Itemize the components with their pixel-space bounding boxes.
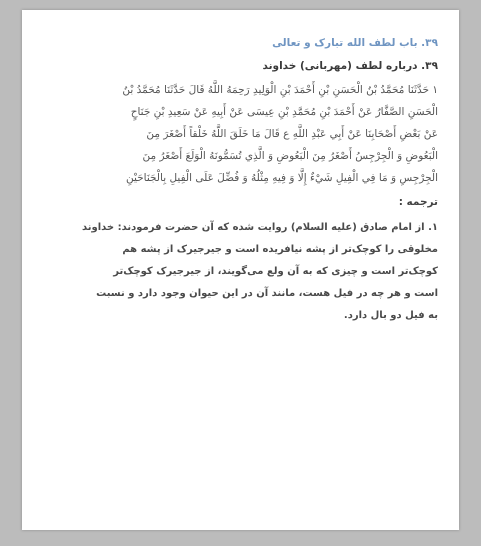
persian-line: است و هر چه در فیل هست، مانند آن در این حیوان وجود دارد و نسبت bbox=[96, 288, 438, 299]
arabic-line: الْحَسَنِ الصَّفَّارُ عَنْ أَحْمَدَ بْنِ مُحَمَّدِ بْنِ عِيسَى عَنْ أَبِيهِ عَنْ سَعِيدِ بْنِ جَنَاحٍ bbox=[130, 106, 438, 118]
arabic-line: الْجِرْجِسِ وَ مَا فِي الْفِيلِ شَيْءٌ إِلَّا وَ فِيهِ مِثْلُهُ وَ فُضِّلَ عَلَى الْفِيلِ بِالْجَنَاحَيْنِ bbox=[126, 172, 438, 184]
persian-translation-text bbox=[44, 217, 438, 327]
section-title: ۳۹. درباره لطف (مهربانى) خداوند bbox=[262, 60, 438, 72]
persian-line: ۱. از امام صادق (علیه السلام) روایت شده که آن حضرت فرمودند: خداوند bbox=[81, 222, 438, 233]
document-page bbox=[22, 10, 459, 530]
arabic-line: عَنْ بَعْضِ أَصْحَابِنَا عَنْ أَبِي عَبْدِ اللَّهِ ع قَالَ مَا خَلَقَ اللَّهُ خَلْقاً أَصْغَرَ مِنَ bbox=[146, 128, 438, 140]
page-content bbox=[44, 34, 438, 327]
persian-line: به فیل دو بال دارد. bbox=[343, 310, 438, 321]
arabic-line: الْبَعُوضِ وَ الْجِرْجِسُ أَصْغَرُ مِنَ الْبَعُوضِ وَ الَّذِي تُسَمُّونَهُ الْوَلَعَ أَصْغَرُ مِنَ bbox=[142, 150, 438, 162]
translation-heading: ترجمه : bbox=[398, 196, 438, 208]
chapter-title: ۳۹. باب لطف الله تبارک و تعالى bbox=[272, 37, 438, 49]
persian-line: کوچک‌تر است و چیزى که به آن ولع مى‌گویند، از جیرجیرک کوچک‌تر bbox=[113, 266, 438, 277]
arabic-hadith-text bbox=[44, 79, 438, 189]
persian-line: مخلوقى را کوچک‌تر از پشه نیافریده است و جیرجیرک از پشه هم bbox=[122, 244, 438, 255]
arabic-line: ۱ حَدَّثَنَا مُحَمَّدُ بْنُ الْحَسَنِ بْنِ أَحْمَدَ بْنِ الْوَلِيدِ رَحِمَهُ اللَّهُ قَالَ حَدَّثَنَا مُحَمَّدُ بْنُ bbox=[122, 84, 438, 96]
